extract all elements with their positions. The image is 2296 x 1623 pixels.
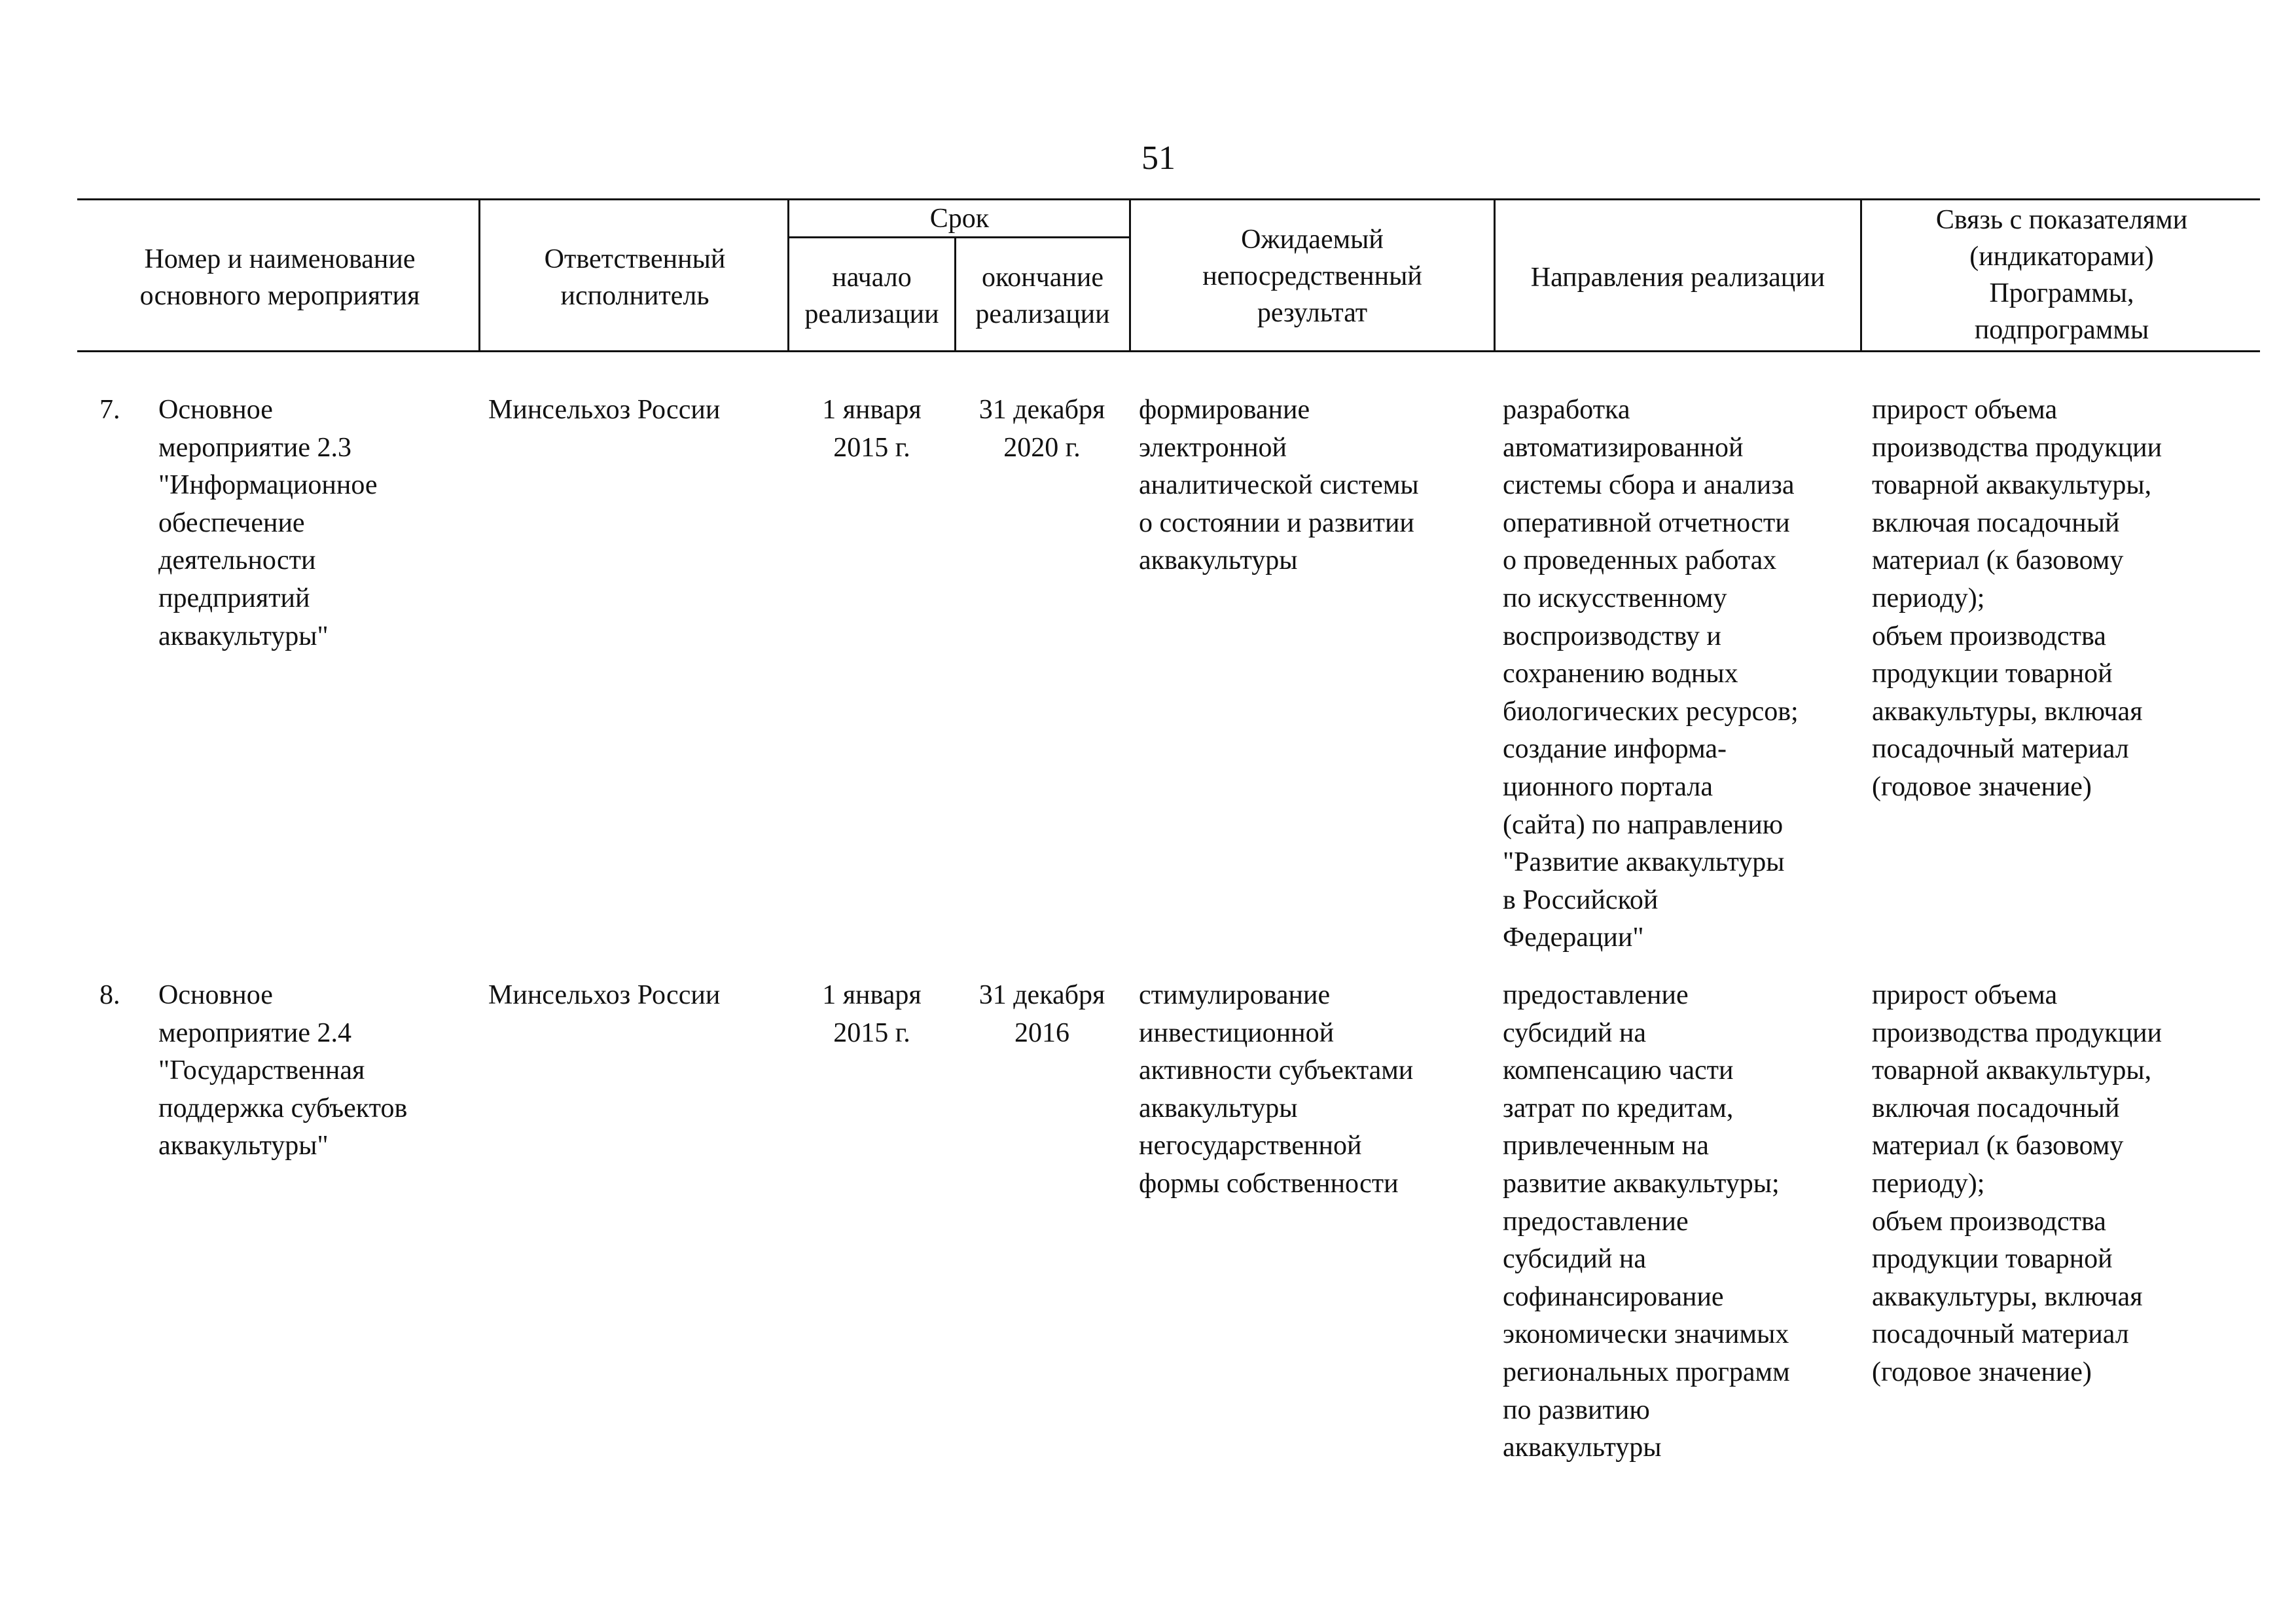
directions: предоставление субсидий на компенсацию части затрат по кредитам, привлеченным на развитие аквакультуры; предоставление субсидий на софинансирование экономически значимых региональных программ по развитию аквакультуры — [1503, 980, 1790, 1463]
main-event-name: Основное мероприятие 2.4 "Государственная поддержка субъектов аквакультуры" — [158, 980, 408, 1161]
table-top-rule — [77, 198, 2260, 200]
header-executor: Ответственный исполнитель — [544, 244, 726, 311]
expected-result: стимулирование инвестиционной активности субъектами аквакультуры негосударственной формы собственности — [1139, 980, 1414, 1199]
end-date: 31 декабря 2020 г. — [978, 395, 1105, 463]
header-indicators-link: Связь с показателями (индикаторами) Программы, подпрограммы — [1935, 205, 2188, 345]
start-date: 1 января 2015 г. — [822, 395, 922, 463]
header-term: Срок — [929, 204, 990, 234]
end-date: 31 декабря 2016 — [978, 980, 1105, 1048]
row-number: 8. — [99, 980, 120, 1010]
expected-result: формирование электронной аналитической системы о состоянии и развитии аквакультуры — [1139, 395, 1419, 576]
header-end: окончание реализации — [975, 263, 1110, 329]
row-number: 7. — [99, 395, 120, 425]
header-directions: Направления реализации — [1530, 263, 1825, 293]
start-date: 1 января 2015 г. — [822, 980, 922, 1048]
page-number: 51 — [1141, 139, 1175, 177]
header-divider — [478, 198, 480, 352]
directions: разработка автоматизированной системы сбора и анализа оперативной отчетности о проведенных работах по искусственному воспроизводству и сохранению водных биологических ресурсов; создание информа- ционного портала (сайта) по направлению "Развитие аквакультуры в Российской Федерации" — [1503, 395, 1799, 953]
table-header-bottom-rule — [77, 350, 2260, 352]
header-expected-result: Ожидаемый непосредственный результат — [1202, 225, 1422, 328]
executor: Минсельхоз России — [488, 395, 721, 425]
main-event-name: Основное мероприятие 2.3 "Информационное обеспечение деятельности предприятий аквакультуры" — [158, 395, 378, 651]
executor: Минсельхоз России — [488, 980, 721, 1010]
header-main-event: Номер и наименование основного мероприятия — [139, 244, 420, 311]
indicators-link: прирост объема производства продукции товарной аквакультуры, включая посадочный материал (к базовому периоду); объем производства продукции товарной аквакультуры, включая посадочный материал (годовое значение) — [1872, 980, 2162, 1387]
header-start: начало реализации — [804, 263, 939, 329]
indicators-link: прирост объема производства продукции товарной аквакультуры, включая посадочный материал (к базовому периоду); объем производства продукции товарной аквакультуры, включая посадочный материал (годовое значение) — [1872, 395, 2162, 802]
